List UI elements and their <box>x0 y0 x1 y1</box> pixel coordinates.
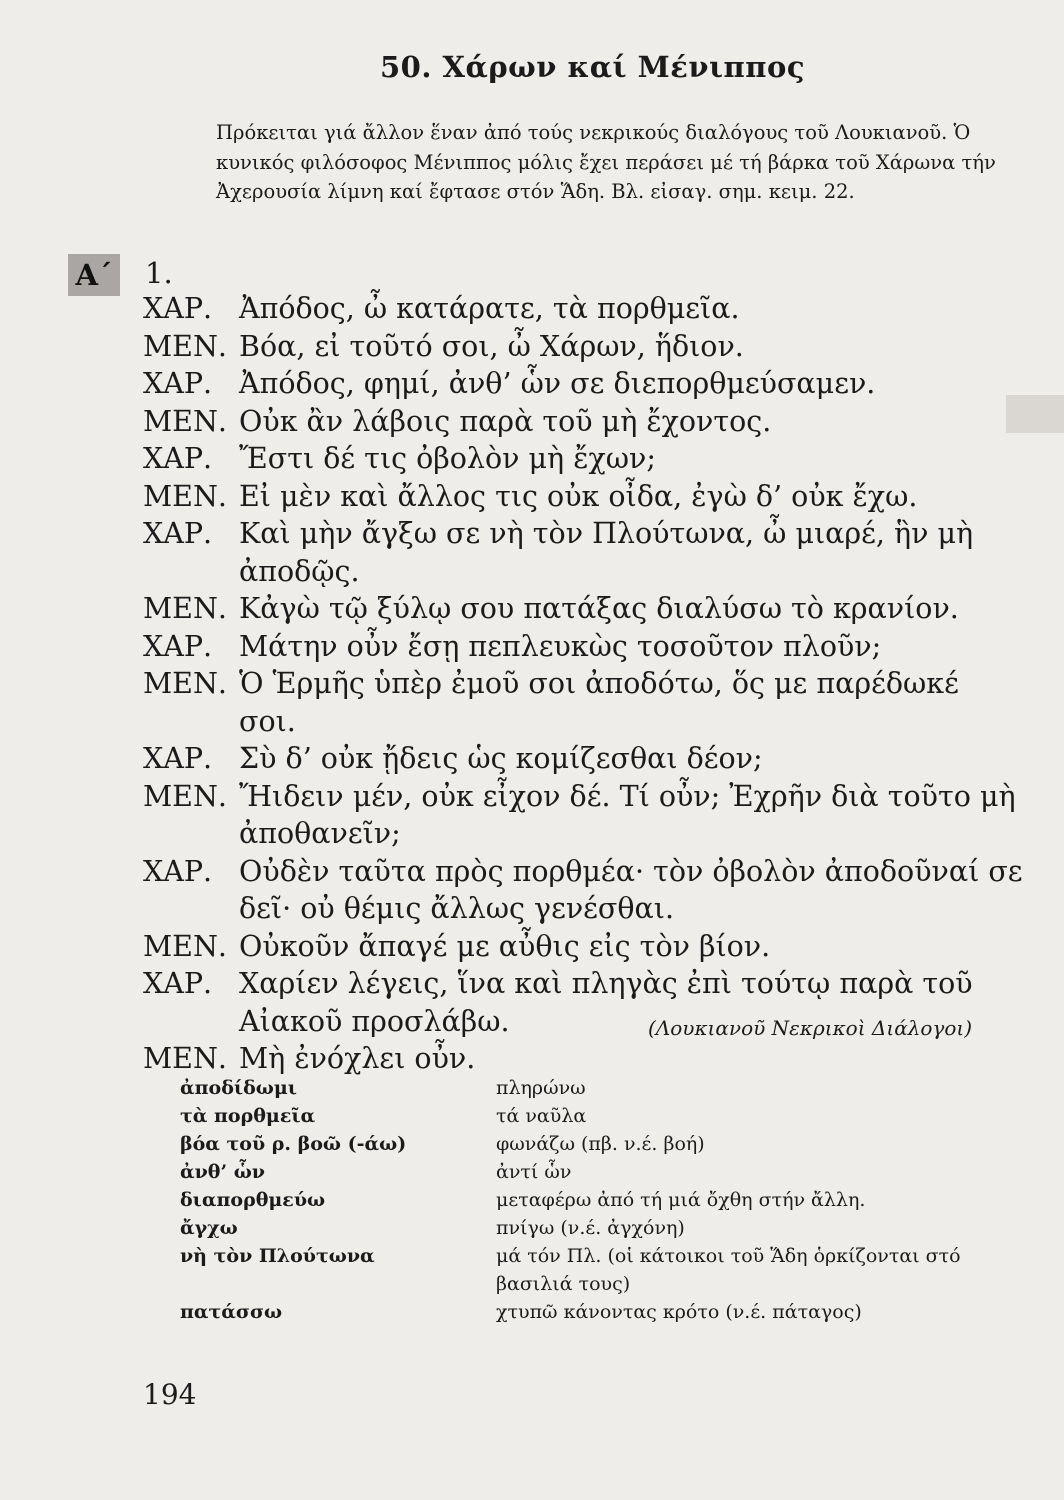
dialogue-line <box>143 403 1023 441</box>
glossary-row <box>180 1102 1010 1130</box>
speech: Ἤιδειν μέν, οὐκ εἶχον δέ. Τί οὖν; Ἐχρῆν διὰ τοῦτο μὴ ἀποθανεῖν; <box>239 779 1016 850</box>
glossary-row <box>180 1074 1010 1102</box>
dialogue-line <box>143 365 1023 403</box>
speaker: ΧΑΡ. <box>143 967 213 1000</box>
speaker: ΧΑΡ. <box>143 442 213 475</box>
dialogue-line <box>143 515 1023 590</box>
glossary-definition: πληρώνω <box>496 1077 586 1099</box>
speech: Οὐκοῦν ἄπαγέ με αὖθις εἰς τὸν βίον. <box>239 929 771 963</box>
speaker: ΧΑΡ. <box>143 292 213 325</box>
speech: Ὁ Ἑρμῆς ὑπὲρ ἐμοῦ σοι ἀποδότω, ὅς με παρέδωκέ σοι. <box>239 667 959 738</box>
speaker: ΜΕΝ. <box>143 592 227 625</box>
glossary <box>180 1074 1010 1326</box>
glossary-row <box>180 1158 1010 1186</box>
glossary-term: ἄγχω <box>180 1217 238 1239</box>
speech: Σὺ δ’ οὐκ ᾔδεις ὡς κομίζεσθαι δέον; <box>239 742 763 775</box>
speech: Μάτην οὖν ἔσῃ πεπλευκὼς τοσοῦτον πλοῦν; <box>239 629 882 663</box>
speech: Ἀπόδος, ὦ κατάρατε, τὰ πορθμεῖα. <box>239 292 740 325</box>
dialogue-line <box>143 1040 1023 1078</box>
speaker: ΜΕΝ. <box>143 667 227 700</box>
speech: Μὴ ἐνόχλει οὖν. <box>239 1042 476 1075</box>
glossary-definition: μά τόν Πλ. (οἱ κάτοικοι τοῦ Ἅδη ὁρκίζονται στό βασιλιά τους) <box>496 1245 961 1295</box>
glossary-term: ἀποδίδωμι <box>180 1077 297 1099</box>
speaker: ΜΕΝ. <box>143 929 227 963</box>
glossary-row <box>180 1130 1010 1158</box>
speaker: ΧΑΡ. <box>143 742 213 775</box>
speaker: ΜΕΝ. <box>143 404 227 438</box>
glossary-row <box>180 1186 1010 1214</box>
speaker: ΜΕΝ. <box>143 479 227 513</box>
page-title: 50. Χάρων καί Μένιππος <box>380 50 806 84</box>
dialogue-line <box>143 328 1023 366</box>
intro-paragraph: Πρόκειται γιά ἄλλον ἕναν ἀπό τούς νεκρικούς διαλόγους τοῦ Λουκιανοῦ. Ὁ κυνικός φιλόσοφος Μένιππος μόλις ἔχει περάσει μέ τή βάρκα τοῦ Χάρωνα τήν Ἀχερουσία λίμνη καί ἔφτασε στόν Ἅδη. Βλ. εἰσαγ. σημ. κειμ. 22. <box>216 121 996 203</box>
dialogue-line <box>143 665 1023 740</box>
glossary-row <box>180 1298 1010 1326</box>
speaker: ΜΕΝ. <box>143 779 227 813</box>
speech: Κἀγὼ τῷ ξύλῳ σου πατάξας διαλύσω τὸ κρανίον. <box>239 592 959 625</box>
speaker: ΧΑΡ. <box>143 367 213 400</box>
speech: Οὐκ ἂν λάβοις παρὰ τοῦ μὴ ἔχοντος. <box>239 404 772 438</box>
dialogue-line <box>143 478 1023 516</box>
section-marker: Α΄ <box>68 254 120 296</box>
speech: Καὶ μὴν ἄγξω σε νὴ τὸν Πλούτωνα, ὦ μιαρέ, ἣν μὴ ἀποδῷς. <box>239 517 974 588</box>
dialogue-line <box>143 778 1023 853</box>
glossary-term: πατάσσω <box>180 1301 283 1323</box>
glossary-definition: φωνάζω (πβ. ν.έ. βοή) <box>496 1133 705 1155</box>
dialogue <box>143 290 1023 1078</box>
glossary-row <box>180 1214 1010 1242</box>
speech: Οὐδὲν ταῦτα πρὸς πορθμέα· τὸν ὀβολὸν ἀποδοῦναί σε δεῖ· οὐ θέμις ἄλλως γενέσθαι. <box>239 854 1023 925</box>
glossary-term: τὰ πορθμεῖα <box>180 1105 316 1127</box>
speaker: ΧΑΡ. <box>143 854 213 888</box>
source-citation: (Λουκιανοῦ Νεκρικοὶ Διάλογοι) <box>648 1016 973 1040</box>
glossary-term: ἀνθ’ ὧν <box>180 1161 265 1183</box>
glossary-term: βόα τοῦ ρ. βοῶ (-άω) <box>180 1133 407 1155</box>
glossary-definition: τά ναῦλα <box>496 1105 587 1127</box>
speech: Χαρίεν λέγεις, ἵνα καὶ πληγὰς ἐπὶ τούτῳ παρὰ τοῦ Αἰακοῦ προσλάβω. <box>239 967 973 1038</box>
speech: Βόα, εἰ τοῦτό σοι, ὦ Χάρων, ἥδιον. <box>239 329 744 363</box>
dialogue-line <box>143 628 1023 666</box>
speech: Ἀπόδος, φημί, ἀνθ’ ὧν σε διεπορθμεύσαμεν. <box>239 367 876 400</box>
speech: Εἰ μὲν καὶ ἄλλος τις οὐκ οἶδα, ἐγὼ δ’ οὐκ ἔχω. <box>239 479 918 513</box>
speaker: ΧΑΡ. <box>143 629 213 663</box>
glossary-definition: ἀντί ὧν <box>496 1161 572 1183</box>
page-number: 194 <box>143 1378 197 1411</box>
dialogue-line <box>143 928 1023 966</box>
dialogue-line <box>143 290 1023 328</box>
speaker: ΧΑΡ. <box>143 517 213 550</box>
speaker: ΜΕΝ. <box>143 329 227 363</box>
glossary-term: νὴ τὸν Πλούτωνα <box>180 1245 375 1267</box>
dialogue-line <box>143 740 1023 778</box>
glossary-term: διαπορθμεύω <box>180 1189 326 1211</box>
glossary-definition: πνίγω (ν.έ. ἀγχόνη) <box>496 1217 685 1239</box>
dialogue-line <box>143 590 1023 628</box>
speaker: ΜΕΝ. <box>143 1042 227 1075</box>
glossary-definition: χτυπῶ κάνοντας κρότο (ν.έ. πάταγος) <box>496 1301 862 1323</box>
glossary-row <box>180 1242 1010 1298</box>
dialogue-line <box>143 440 1023 478</box>
speech: Ἔστι δέ τις ὀβολὸν μὴ ἔχων; <box>239 442 656 475</box>
glossary-definition: μεταφέρω ἀπό τή μιά ὄχθη στήν ἄλλη. <box>496 1189 866 1211</box>
dialogue-line <box>143 853 1023 928</box>
section-number: 1. <box>145 256 173 290</box>
